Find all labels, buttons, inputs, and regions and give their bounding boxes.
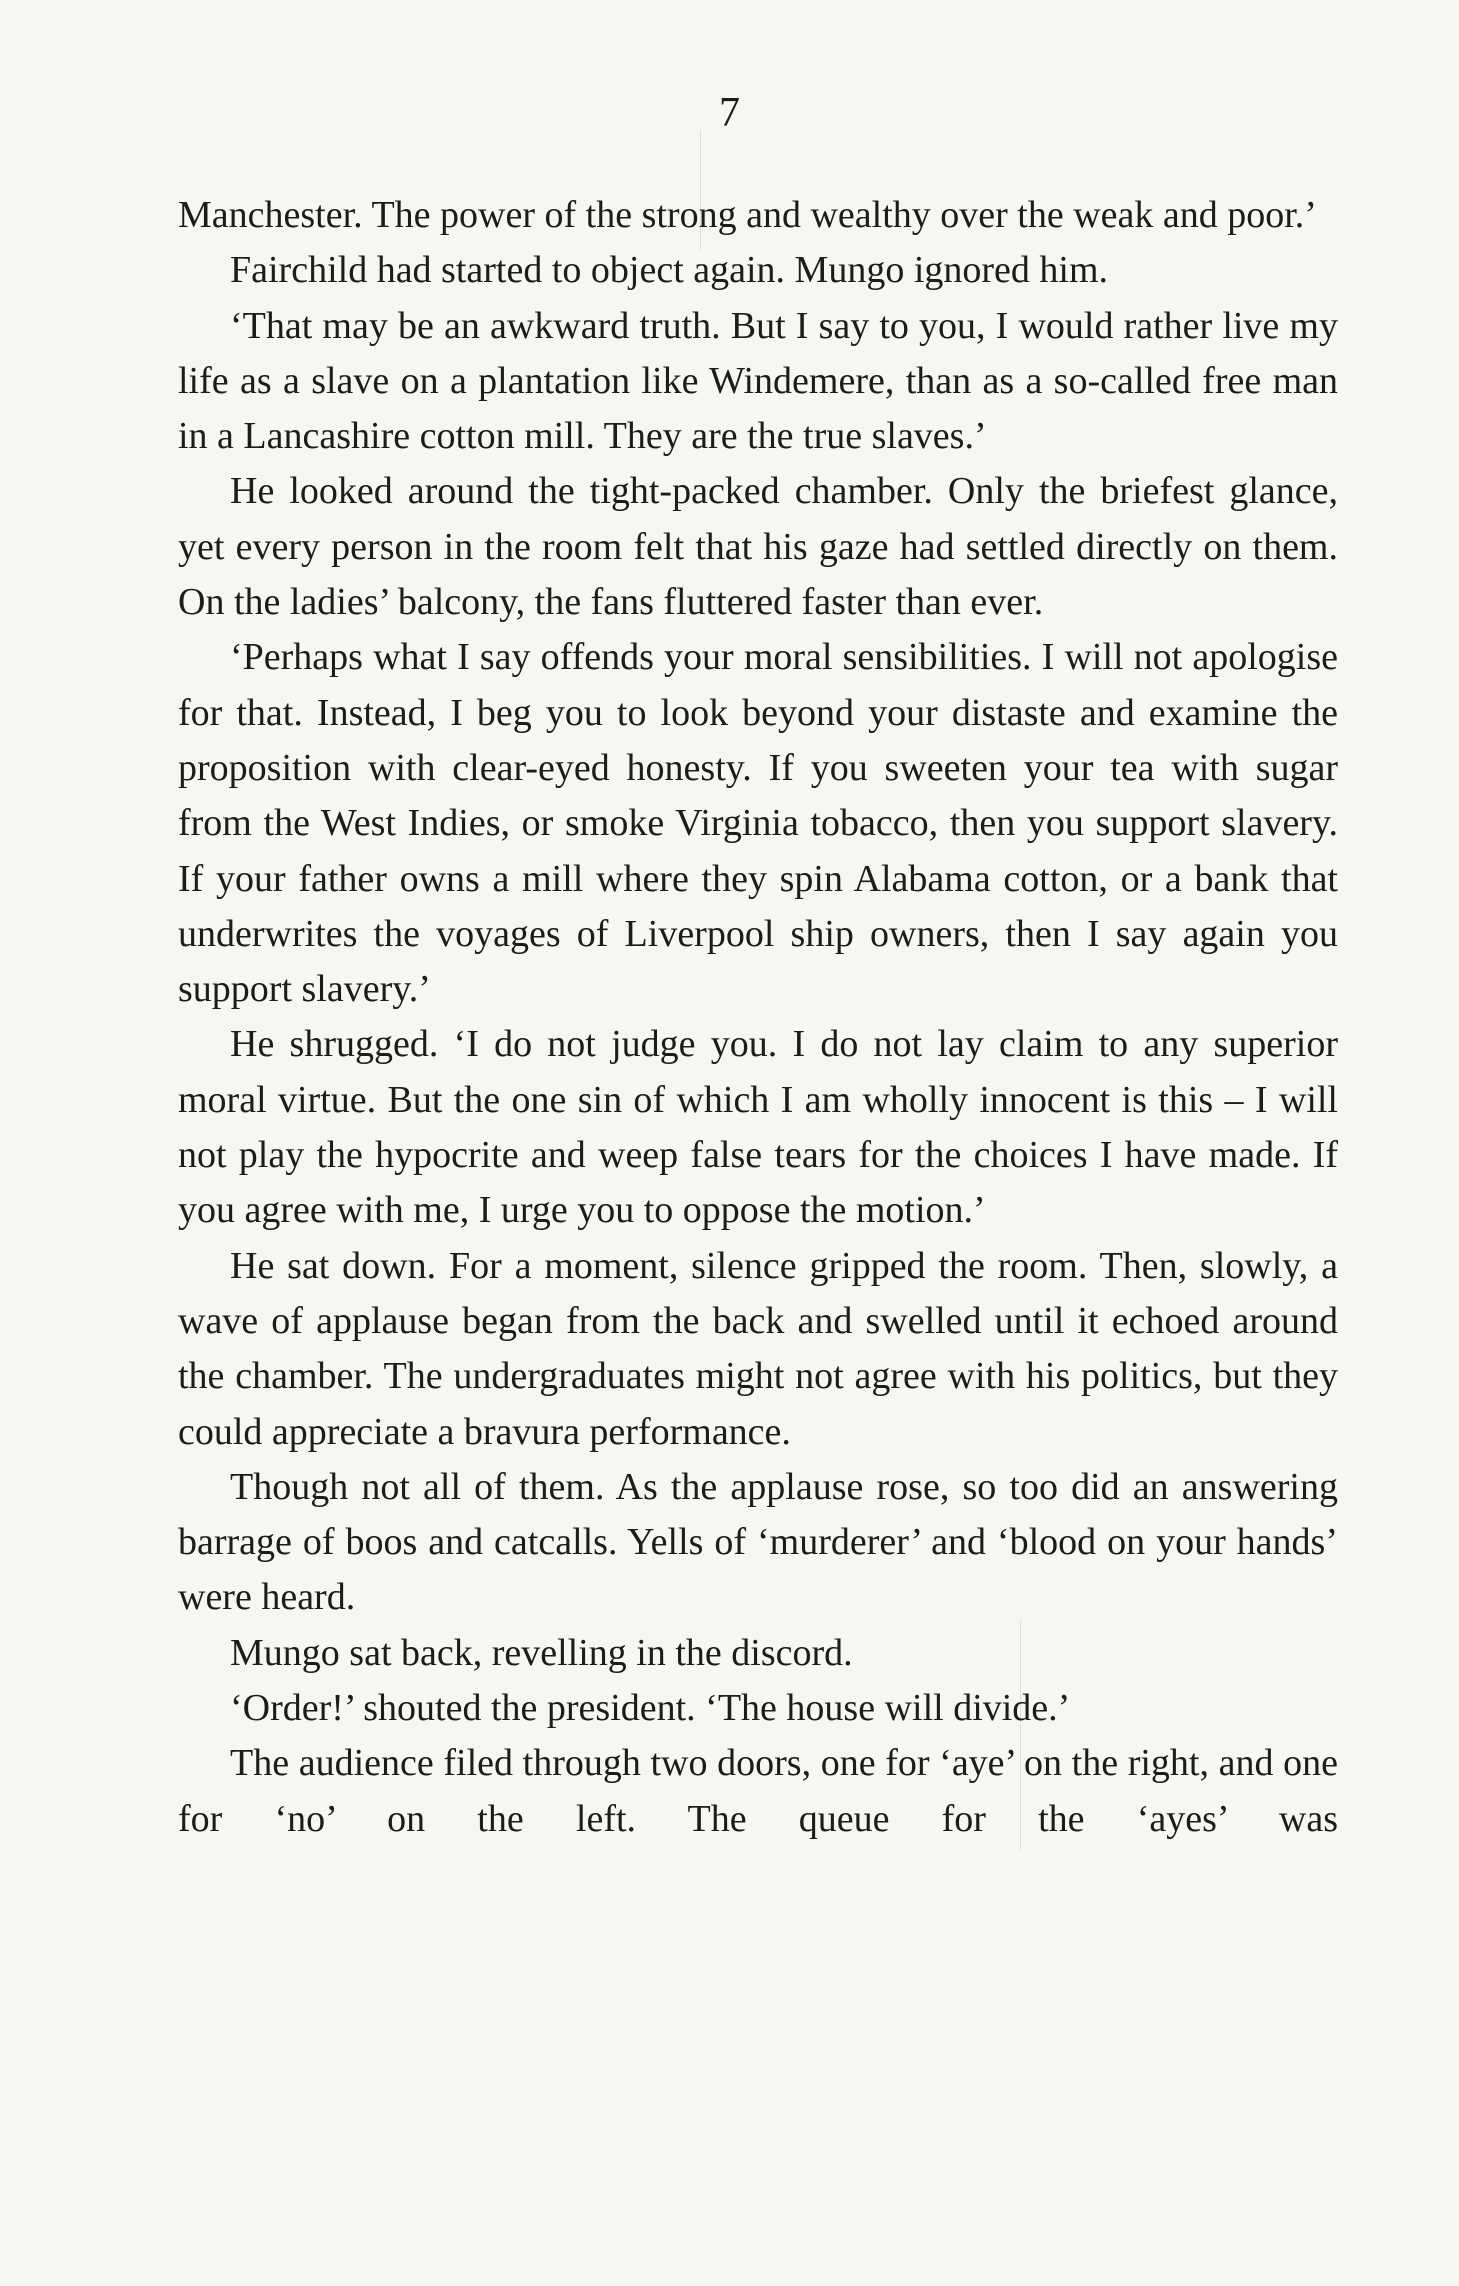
page-number: 7 bbox=[719, 90, 740, 136]
paragraph: The audience filed through two doors, one for ‘aye’ on the right, and one for ‘no’ on the left. The queue for the ‘ayes’ was bbox=[178, 1742, 1338, 1840]
body-text bbox=[178, 188, 1338, 1847]
paragraph: Fairchild had started to object again. Mungo ignored him. bbox=[230, 249, 1109, 292]
paragraph: He shrugged. ‘I do not judge you. I do not lay claim to any superior moral virtue. But the one sin of which I am wholly innocent is this – I will not play the hypocrite and weep false tears for the choices I have made. If you agree with me, I urge you to oppose the motion.’ bbox=[178, 1023, 1338, 1232]
paragraph: ‘Order!’ shouted the president. ‘The house will divide.’ bbox=[230, 1687, 1071, 1730]
paragraph: ‘Perhaps what I say offends your moral sensibilities. I will not apologise for that. Instead, I beg you to look beyond your distaste and examine the proposition with clear-eyed honesty. If you sweeten your tea with sugar from the West Indies, or smoke Virginia tobacco, then you support slavery. If your father owns a mill where they spin Alabama cotton, or a bank that underwrites the voyages of Liverpool ship owners, then I say again you support slavery.’ bbox=[178, 636, 1338, 1011]
paragraph: He looked around the tight-packed chamber. Only the briefest glance, yet every person in the room felt that his gaze had settled directly on them. On the ladies’ balcony, the fans fluttered faster than ever. bbox=[178, 470, 1338, 624]
paragraph: Though not all of them. As the applause rose, so too did an answering barrage of boos and catcalls. Yells of ‘murderer’ and ‘blood on your hands’ were heard. bbox=[178, 1465, 1338, 1619]
paragraph: Manchester. The power of the strong and wealthy over the weak and poor.’ bbox=[178, 194, 1317, 236]
paragraph: He sat down. For a moment, silence gripped the room. Then, slowly, a wave of applause began from the back and swelled until it echoed around the chamber. The undergraduates might not agree with his politics, but they could appreciate a bravura performance. bbox=[178, 1244, 1338, 1453]
paragraph: ‘That may be an awkward truth. But I say to you, I would rather live my life as a slave on a plantation like Windemere, than as a so-called free man in a Lancashire cotton mill. They are the true slaves.’ bbox=[178, 304, 1338, 458]
paragraph: Mungo sat back, revelling in the discord. bbox=[230, 1631, 853, 1674]
